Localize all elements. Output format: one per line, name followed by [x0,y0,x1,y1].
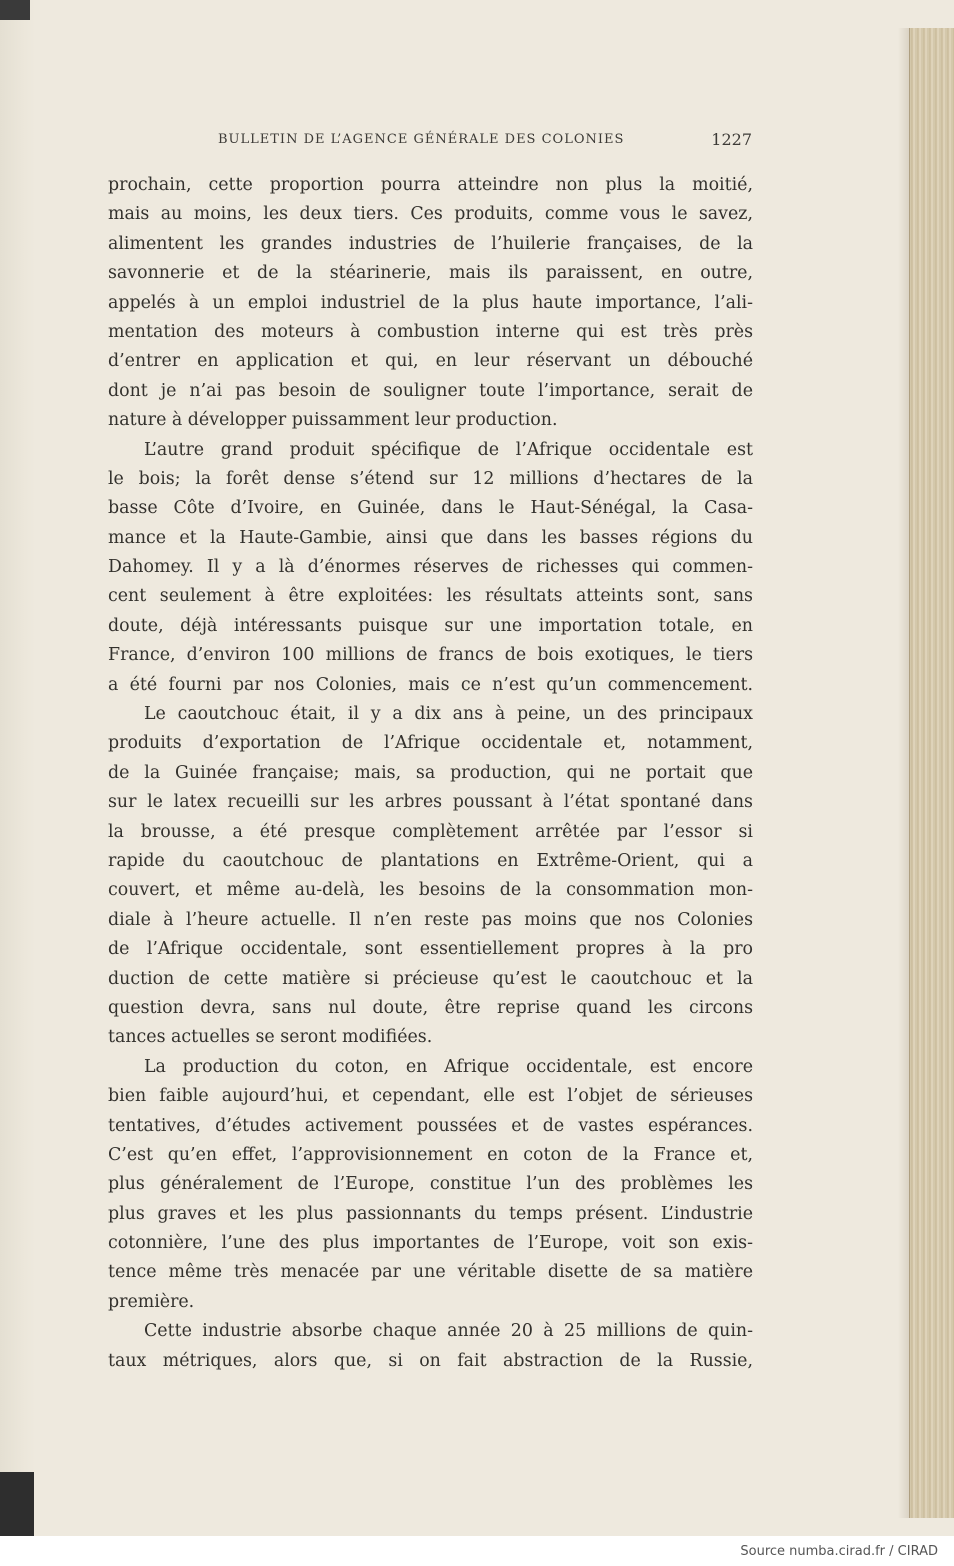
scan-border-bottom [0,1472,34,1536]
text-line: alimentent les grandes industries de l’huilerie françaises, de la [108,233,753,254]
page-edge-shadow [898,28,910,1518]
body-text [108,171,753,1376]
text-line: a été fourni par nos Colonies, mais ce n’est qu’un commencement. [108,674,753,695]
text-line: Le caoutchouc était, il y a dix ans à peine, un des principaux [144,704,753,725]
text-line: rapide du caoutchouc de plantations en Extrême-Orient, qui a [108,850,753,871]
text-line: mance et la Haute-Gambie, ainsi que dans les basses régions du [108,527,753,548]
text-line: mentation des moteurs à combustion interne qui est très près [108,321,753,342]
text-line: tentatives, d’études activement poussées et de vastes espérances. [108,1115,753,1136]
text-line: Dahomey. Il y a là d’énormes réserves de richesses qui commen- [108,557,753,578]
text-line: couvert, et même au-delà, les besoins de la consommation mon- [108,880,753,901]
source-credit: Source numba.cirad.fr / CIRAD [740,1544,938,1559]
text-line: C’est qu’en effet, l’approvisionnement en coton de la France et, [108,1144,753,1165]
scan-border-top [0,0,30,20]
text-line: tances actuelles se seront modifiées. [108,1027,433,1048]
text-line: première. [108,1291,195,1312]
text-line: nature à développer puissamment leur production. [108,410,558,431]
footer-bar [0,1536,954,1566]
text-line: d’entrer en application et qui, en leur réservant un débouché [108,351,753,372]
text-line: de la Guinée française; mais, sa production, qui ne portait que [108,762,753,783]
text-line: le bois; la forêt dense s’étend sur 12 millions d’hectares de la [108,468,753,489]
text-line: duction de cette matière si précieuse qu’est le caoutchouc et la [108,968,753,989]
text-line: mais au moins, les deux tiers. Ces produits, comme vous le savez, [108,204,753,225]
text-line: doute, déjà intéressants puisque sur une importation totale, en [108,615,753,636]
page-number: 1227 [711,130,752,149]
text-line: bien faible aujourd’hui, et cependant, elle est l’objet de sérieuses [108,1086,753,1107]
text-line: produits d’exportation de l’Afrique occidentale et, notamment, [108,733,753,754]
text-line: tence même très menacée par une véritable disette de sa matière [108,1262,753,1283]
text-line: basse Côte d’Ivoire, en Guinée, dans le Haut-Sénégal, la Casa- [108,498,753,519]
text-line: question devra, sans nul doute, être reprise quand les circons [108,997,753,1018]
left-binding-edge [0,0,36,1536]
text-line: plus généralement de l’Europe, constitue l’un des problèmes les [108,1174,753,1195]
text-line: cent seulement à être exploitées: les résultats atteints sont, sans [108,586,753,607]
text-line: cotonnière, l’une des plus importantes de l’Europe, voit son exis- [108,1233,753,1254]
page-stack-edge [909,28,954,1518]
text-line: diale à l’heure actuelle. Il n’en reste pas moins que nos Colonies [108,909,753,930]
running-title: BULLETIN DE L’AGENCE GÉNÉRALE DES COLONIES [218,132,625,147]
text-line: Cette industrie absorbe chaque année 20 à 25 millions de quin- [144,1321,753,1342]
text-line: France, d’environ 100 millions de francs de bois exotiques, le tiers [108,645,753,666]
text-line: taux métriques, alors que, si on fait abstraction de la Russie, [108,1350,753,1371]
text-line: la brousse, a été presque complètement arrêtée par l’essor si [108,821,753,842]
text-line: sur le latex recueilli sur les arbres poussant à l’état spontané dans [108,792,753,813]
text-line: appelés à un emploi industriel de la plus haute importance, l’ali- [108,292,753,313]
text-line: La production du coton, en Afrique occidentale, est encore [144,1056,753,1077]
text-line: L’autre grand produit spécifique de l’Afrique occidentale est [144,439,753,460]
page-header [108,130,752,152]
text-line: savonnerie et de la stéarinerie, mais ils paraissent, en outre, [108,263,753,284]
text-line: plus graves et les plus passionnants du temps présent. L’industrie [108,1203,753,1224]
text-line: prochain, cette proportion pourra atteindre non plus la moitié, [108,175,753,195]
text-line: de l’Afrique occidentale, sont essentiellement propres à la pro [108,939,753,960]
text-line: dont je n’ai pas besoin de souligner toute l’importance, serait de [108,380,753,401]
